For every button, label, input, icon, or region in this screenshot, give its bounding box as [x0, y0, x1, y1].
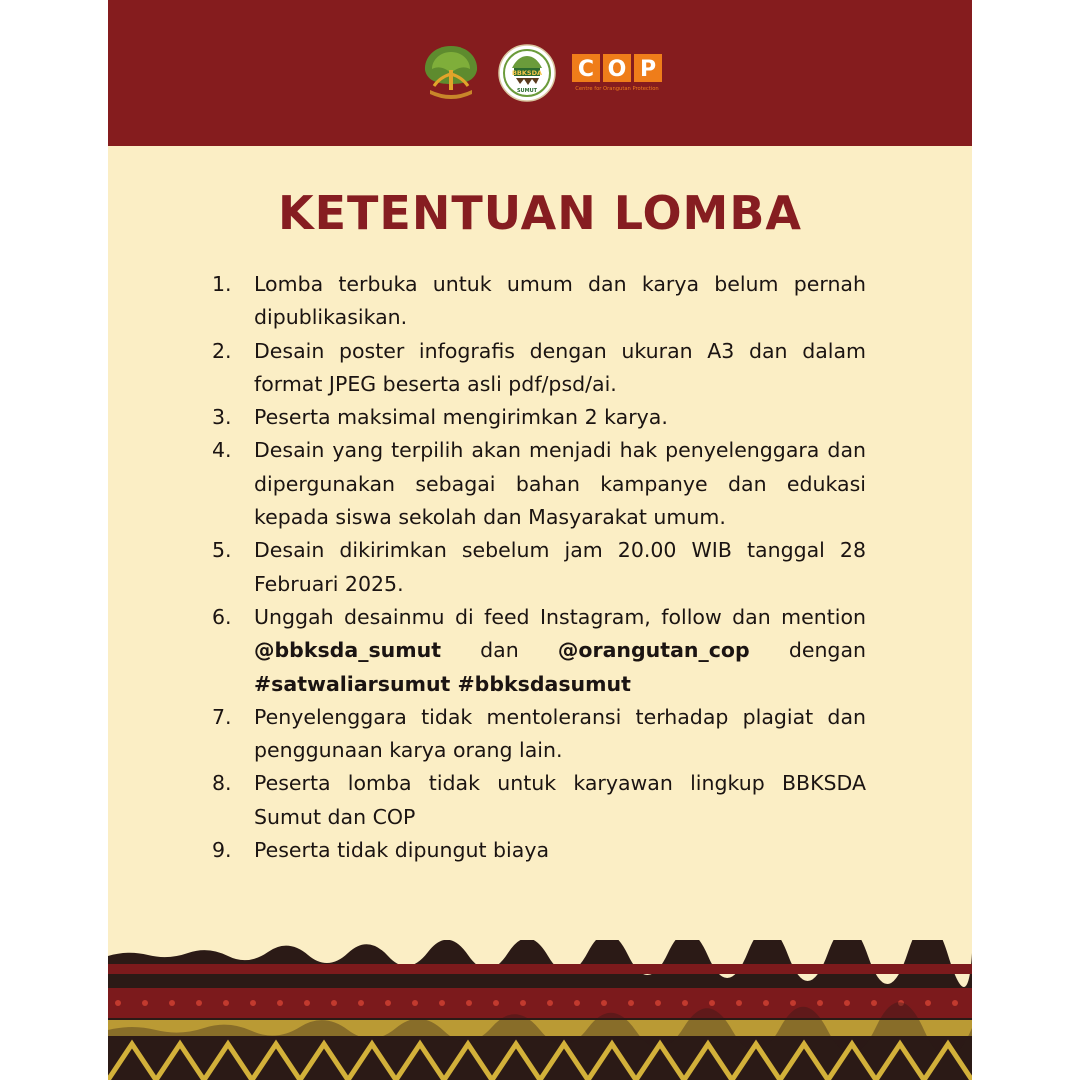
- cop-letter-c: C: [577, 57, 595, 82]
- border-dot: [736, 1000, 742, 1006]
- list-item-text: Desain poster infografis dengan ukuran A3 dan dalam format JPEG beserta asli pdf/psd/ai.: [254, 338, 866, 396]
- border-dot: [574, 1000, 580, 1006]
- list-item-text: Lomba terbuka untuk umum dan karya belum pernah dipublikasikan.: [254, 272, 866, 330]
- list-item-text: Peserta lomba tidak untuk karyawan lingkup BBKSDA Sumut dan COP: [254, 771, 866, 829]
- border-dot: [871, 1000, 877, 1006]
- border-dot: [466, 1000, 472, 1006]
- border-dot: [763, 1000, 769, 1006]
- border-dot: [601, 1000, 607, 1006]
- rules-list: [212, 268, 866, 867]
- list-item-text-part: dengan: [788, 638, 866, 663]
- list-item-text: Desain yang terpilih akan menjadi hak penyelenggara dan dipergunakan sebagai bahan kampanye dan edukasi kepada siswa sekolah dan Masyarakat umum.: [254, 438, 866, 530]
- tree-logo-icon: [420, 40, 482, 104]
- border-dot: [142, 1000, 148, 1006]
- border-dot: [331, 1000, 337, 1006]
- border-dot: [682, 1000, 688, 1006]
- bbksda-seal-text-top: BBKSDA: [511, 69, 543, 77]
- list-item-number: 8.: [212, 771, 232, 796]
- list-item-number: 6.: [212, 604, 232, 629]
- list-item: [212, 767, 866, 834]
- border-dot: [385, 1000, 391, 1006]
- border-dot: [547, 1000, 553, 1006]
- border-dot: [817, 1000, 823, 1006]
- instagram-handle-bbksda: @bbksda_sumut: [254, 638, 441, 663]
- border-dot: [250, 1000, 256, 1006]
- header-band: [108, 0, 972, 146]
- border-dot: [196, 1000, 202, 1006]
- border-dot: [115, 1000, 121, 1006]
- list-item: [212, 701, 866, 768]
- border-dot: [628, 1000, 634, 1006]
- hashtags: #satwaliarsumut #bbksdasumut: [254, 671, 631, 696]
- list-item-text: Peserta tidak dipungut biaya: [254, 838, 550, 863]
- decorative-batik-border: [108, 940, 972, 1080]
- poster: [108, 0, 972, 1080]
- list-item-number: 4.: [212, 438, 232, 463]
- bbksda-sumut-seal: [498, 44, 556, 102]
- border-dot: [655, 1000, 661, 1006]
- cop-logo: [572, 54, 662, 92]
- list-item-text: Penyelenggara tidak mentoleransi terhadap plagiat dan penggunaan karya orang lain.: [254, 704, 866, 763]
- list-item-number: 9.: [212, 838, 232, 863]
- list-item: [212, 601, 866, 701]
- cop-letter-o: O: [607, 57, 627, 82]
- bbksda-seal-text-bottom: SUMUT: [516, 88, 538, 94]
- border-dot: [520, 1000, 526, 1006]
- border-dot: [844, 1000, 850, 1006]
- border-dot: [358, 1000, 364, 1006]
- border-dot: [439, 1000, 445, 1006]
- list-item: [212, 268, 866, 335]
- border-dot: [493, 1000, 499, 1006]
- list-item-number: 5.: [212, 538, 232, 563]
- border-dot: [709, 1000, 715, 1006]
- list-item-number: 3.: [212, 405, 232, 430]
- instagram-handle-cop: @orangutan_cop: [557, 638, 750, 663]
- list-item: [212, 401, 866, 434]
- list-item: [212, 434, 866, 534]
- list-item: [212, 834, 866, 867]
- list-item-number: 2.: [212, 338, 232, 363]
- list-item-text: Desain dikirimkan sebelum jam 20.00 WIB tanggal 28 Februari 2025.: [254, 538, 866, 596]
- border-dot: [277, 1000, 283, 1006]
- border-dot: [952, 1000, 958, 1006]
- list-item-number: 7.: [212, 704, 232, 729]
- border-dot: [304, 1000, 310, 1006]
- border-dot: [925, 1000, 931, 1006]
- list-item: [212, 335, 866, 402]
- border-dot: [790, 1000, 796, 1006]
- page-title: KETENTUAN LOMBA: [277, 186, 802, 240]
- cop-tagline: Centre for Orangutan Protection: [575, 86, 659, 92]
- border-dot: [223, 1000, 229, 1006]
- list-item-text: Peserta maksimal mengirimkan 2 karya.: [254, 405, 668, 430]
- list-item-text-part: Unggah desainmu di feed Instagram, follow dan mention: [254, 604, 866, 629]
- list-item-number: 1.: [212, 272, 232, 296]
- border-dot: [169, 1000, 175, 1006]
- list-item: [212, 534, 866, 601]
- border-dot: [412, 1000, 418, 1006]
- list-item-text-part: dan: [441, 638, 558, 663]
- cop-letter-p: P: [639, 57, 657, 82]
